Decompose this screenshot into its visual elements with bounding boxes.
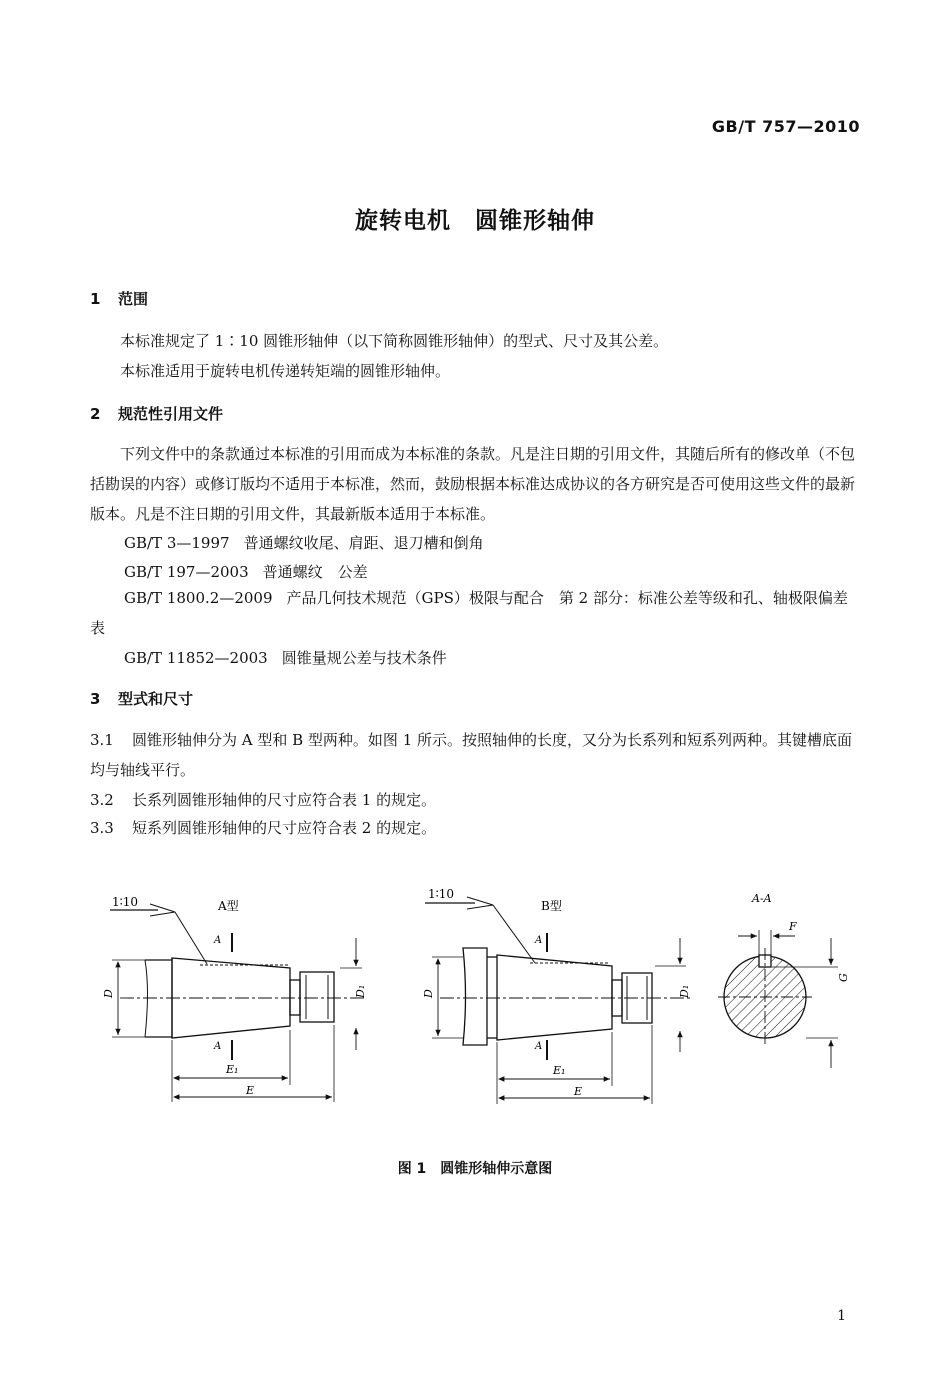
reference-code: GB/T 1800.2—2009 [124, 589, 273, 607]
reference-item [124, 561, 368, 582]
page-number: 1 [837, 1308, 846, 1324]
clause-3-3 [90, 813, 862, 843]
section-title: 规范性引用文件 [118, 405, 224, 423]
dim-D1-a: D₁ [354, 984, 367, 998]
clause-text: 圆锥形轴伸分为 A 型和 B 型两种。如图 1 所示。按照轴伸的长度，又分为长系列和短系列两种。其键槽底面均与轴线平行。 [90, 731, 853, 779]
paragraph: 本标准适用于旋转电机传递转矩端的圆锥形轴伸。 [120, 362, 451, 380]
paragraph: 本标准规定了 1∶10 圆锥形轴伸（以下简称圆锥形轴伸）的型式、尺寸及其公差。 [120, 332, 669, 350]
standard-code: GB/T 757—2010 [711, 117, 860, 136]
clause-text: 长系列圆锥形轴伸的尺寸应符合表 1 的规定。 [132, 791, 437, 809]
dim-D1-b: D₁ [678, 984, 691, 998]
reference-item [124, 532, 484, 553]
dim-F: F [789, 920, 797, 933]
reference-code: GB/T 197—2003 [124, 563, 249, 581]
reference-item [90, 583, 862, 643]
document-title: 旋转电机 圆锥形轴伸 [355, 208, 595, 234]
section-mark-b-top: A [535, 935, 543, 946]
taper-label-b: 1∶10 [428, 887, 455, 901]
dim-D-b: D [422, 989, 435, 998]
figure-caption: 图 1 圆锥形轴伸示意图 [397, 1161, 553, 1177]
reference-name: 圆锥量规公差与技术条件 [281, 649, 447, 667]
clause-number: 3.2 [90, 791, 114, 809]
reference-item [124, 647, 447, 668]
figure-1-drawing [0, 870, 950, 1130]
section-a-a-label: A-A [752, 892, 772, 905]
type-a-label: A型 [218, 899, 239, 913]
paragraph: 下列文件中的条款通过本标准的引用而成为本标准的条款。凡是注日期的引用文件，其随后所有的修改单（不包括勘误的内容）或修订版均不适用于本标准，然而，鼓励根据本标准达成协议的各方研究是否可使用这些文件的最新版本。凡是不注日期的引用文件，其最新版本适用于本标准。 [90, 445, 856, 523]
dim-E1-a: E₁ [226, 1063, 239, 1076]
section-1-heading [90, 288, 148, 309]
clause-number: 3.3 [90, 819, 114, 837]
reference-name: 产品几何技术规范（GPS）极限与配合 第 2 部分：标准公差等级和孔、轴极限偏差表 [90, 589, 848, 637]
dim-E1-b: E₁ [553, 1064, 566, 1077]
section-mark-a-top: A [214, 935, 222, 946]
clause-3-2 [90, 785, 862, 815]
clause-3-1 [90, 725, 862, 785]
dim-D-a: D [102, 989, 115, 998]
section-number: 1 [90, 290, 101, 308]
type-b-label: B型 [541, 899, 562, 913]
section-2-heading [90, 403, 223, 424]
dim-E-b: E [574, 1085, 583, 1098]
dim-G: G [837, 973, 850, 982]
section-number: 3 [90, 690, 101, 708]
reference-code: GB/T 3—1997 [124, 534, 230, 552]
dim-E-a: E [246, 1084, 255, 1097]
reference-name: 普通螺纹收尾、肩距、退刀槽和倒角 [243, 534, 484, 552]
clause-text: 短系列圆锥形轴伸的尺寸应符合表 2 的规定。 [132, 819, 437, 837]
taper-label-a: 1∶10 [112, 895, 139, 909]
section-title: 范围 [118, 290, 149, 308]
section-3-heading [90, 688, 193, 709]
section-a-a-view [718, 930, 838, 1068]
section-mark-a-bottom: A [214, 1041, 222, 1052]
reference-name: 普通螺纹 公差 [262, 563, 368, 581]
section-mark-b-bottom: A [535, 1041, 543, 1052]
section-title: 型式和尺寸 [118, 690, 194, 708]
clause-number: 3.1 [90, 731, 114, 749]
section-number: 2 [90, 405, 101, 423]
reference-code: GB/T 11852—2003 [124, 649, 268, 667]
